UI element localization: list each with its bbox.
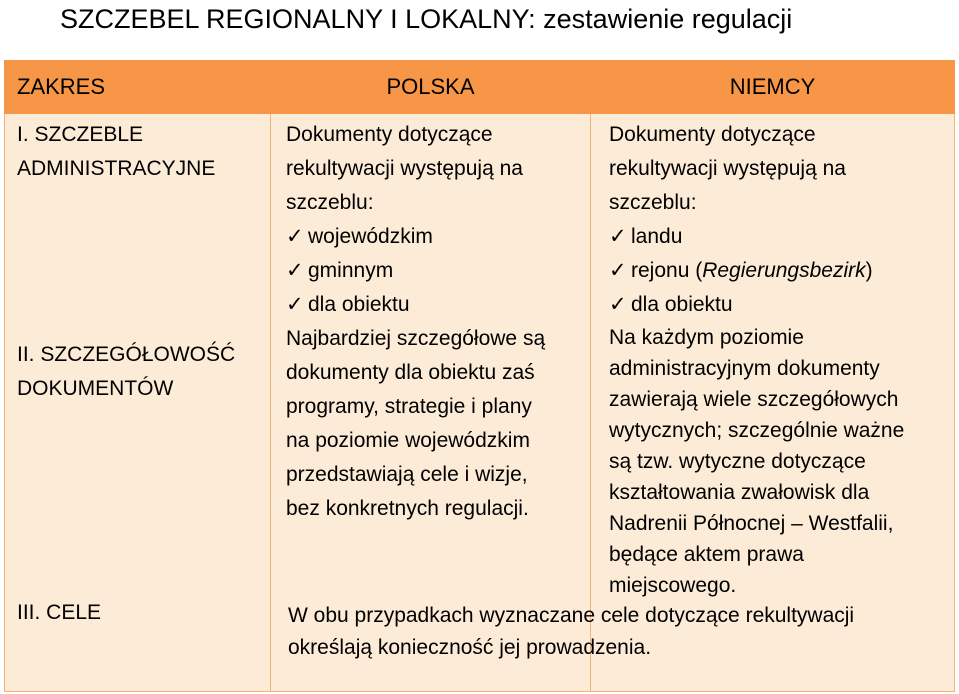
comparison-table <box>4 60 955 692</box>
niemcy-detail-7: Nadrenii Północnej – Westfalii, <box>609 511 894 535</box>
header-polska: POLSKA <box>271 61 591 114</box>
cele-text <box>273 600 854 664</box>
niemcy-intro-3: szczeblu: <box>609 190 697 214</box>
niemcy-detail-6: kształtowania zwałowisk dla <box>609 480 870 504</box>
polska-level-item: ✓ wojewódzkim <box>286 220 590 254</box>
niemcy-detail-1: Na każdym poziomie <box>609 325 804 349</box>
polska-level-item: ✓ dla obiektu <box>286 288 590 322</box>
polska-detail-2: dokumenty dla obiektu zaś <box>286 360 535 384</box>
row-label-szczegolowosc-1: II. SZCZEGÓŁOWOŚĆ <box>17 342 236 366</box>
header-zakres: ZAKRES <box>5 61 271 114</box>
niemcy-detail-4: wytycznych; szczególnie ważne <box>609 418 905 442</box>
polska-detail-1: Najbardziej szczegółowe są <box>286 326 546 350</box>
header-niemcy: NIEMCY <box>591 61 955 114</box>
checkmark-icon: ✓ <box>609 292 627 316</box>
niemcy-detail-3: zawierają wiele szczegółowych <box>609 387 899 411</box>
niemcy-detail-2: administracyjnym dokumenty <box>609 356 880 380</box>
polska-intro-2: rekultywacji występują na <box>286 156 523 180</box>
polska-detail-4: na poziomie wojewódzkim <box>286 428 530 452</box>
polska-detail-6: bez konkretnych regulacji. <box>286 496 529 520</box>
checkmark-icon: ✓ <box>286 224 304 248</box>
row-label-szczeble-2: ADMINISTRACYJNE <box>17 156 216 180</box>
niemcy-level-item: ✓ dla obiektu <box>609 288 954 322</box>
niemcy-detail-8: będące aktem prawa <box>609 542 804 566</box>
cele-line-1: W obu przypadkach wyznaczane cele dotyczące rekultywacji <box>288 604 855 627</box>
niemcy-detail-9: miejscowego. <box>609 573 737 597</box>
polska-level-item: ✓ gminnym <box>286 254 590 288</box>
checkmark-icon: ✓ <box>286 292 304 316</box>
row-label-szczegolowosc-2: DOKUMENTÓW <box>17 376 174 400</box>
table-header-row <box>5 61 955 114</box>
checkmark-icon: ✓ <box>286 258 304 282</box>
niemcy-level-item: ✓ rejonu (Regierungsbezirk) <box>609 254 954 288</box>
niemcy-detail-5: są tzw. wytyczne dotyczące <box>609 449 866 473</box>
polska-intro-1: Dokumenty dotyczące <box>286 122 493 146</box>
row-label-cele: III. CELE <box>17 600 102 624</box>
slide-title: SZCZEBEL REGIONALNY I LOKALNY: zestawienie regulacji <box>60 4 793 34</box>
polska-detail-5: przedstawiają cele i wizje, <box>286 462 528 486</box>
niemcy-level-item: ✓ landu <box>609 220 954 254</box>
row-labels-cell <box>5 113 271 691</box>
cele-line-2: określają konieczność jej prowadzenia. <box>288 636 652 659</box>
polska-detail-3: programy, strategie i plany <box>286 394 532 418</box>
checkmark-icon: ✓ <box>609 258 627 282</box>
niemcy-intro-1: Dokumenty dotyczące <box>609 122 816 146</box>
row-label-szczeble-1: I. SZCZEBLE <box>17 122 144 146</box>
polska-intro-3: szczeblu: <box>286 190 374 214</box>
checkmark-icon: ✓ <box>609 224 627 248</box>
niemcy-intro-2: rekultywacji występują na <box>609 156 846 180</box>
